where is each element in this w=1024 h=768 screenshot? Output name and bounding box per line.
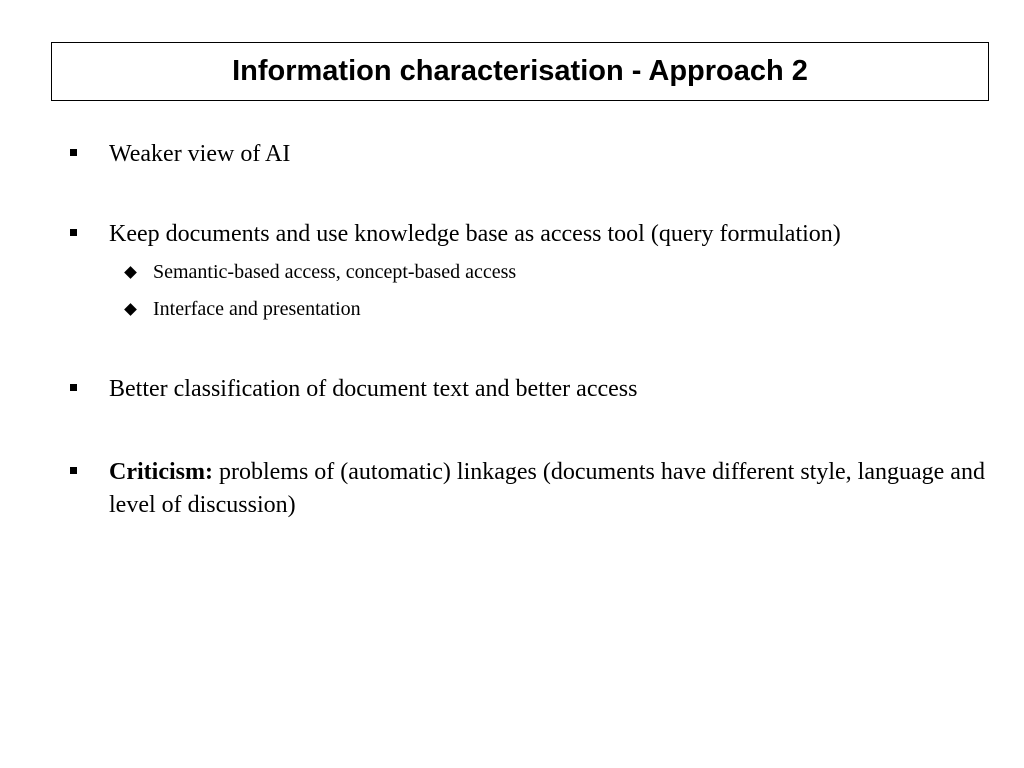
sub-bullet-item <box>124 259 984 283</box>
criticism-label: Criticism: <box>109 459 213 485</box>
bullet-item <box>70 218 970 247</box>
criticism-text: problems of (automatic) linkages (documents have different style, language and level of discussion) <box>109 459 985 518</box>
diamond-bullet-icon <box>124 303 137 316</box>
bullet-text: Better classification of document text and better access <box>109 376 638 402</box>
bullet-text <box>109 456 999 522</box>
square-bullet-icon <box>70 384 77 391</box>
bullet-text: Weaker view of AI <box>109 141 291 167</box>
square-bullet-icon <box>70 229 77 236</box>
square-bullet-icon <box>70 149 77 156</box>
sub-bullet-text: Semantic-based access, concept-based access <box>153 261 517 283</box>
bullet-text: Keep documents and use knowledge base as access tool (query formulation) <box>109 221 841 247</box>
slide-title: Information characterisation - Approach 2 <box>232 55 808 87</box>
sub-bullet-text: Interface and presentation <box>153 298 361 320</box>
diamond-bullet-icon <box>124 266 137 279</box>
square-bullet-icon <box>70 467 77 474</box>
sub-bullet-item <box>124 296 984 320</box>
bullet-item <box>70 138 970 167</box>
bullet-item <box>70 373 970 402</box>
bullet-item <box>70 456 985 518</box>
title-box <box>51 42 989 101</box>
